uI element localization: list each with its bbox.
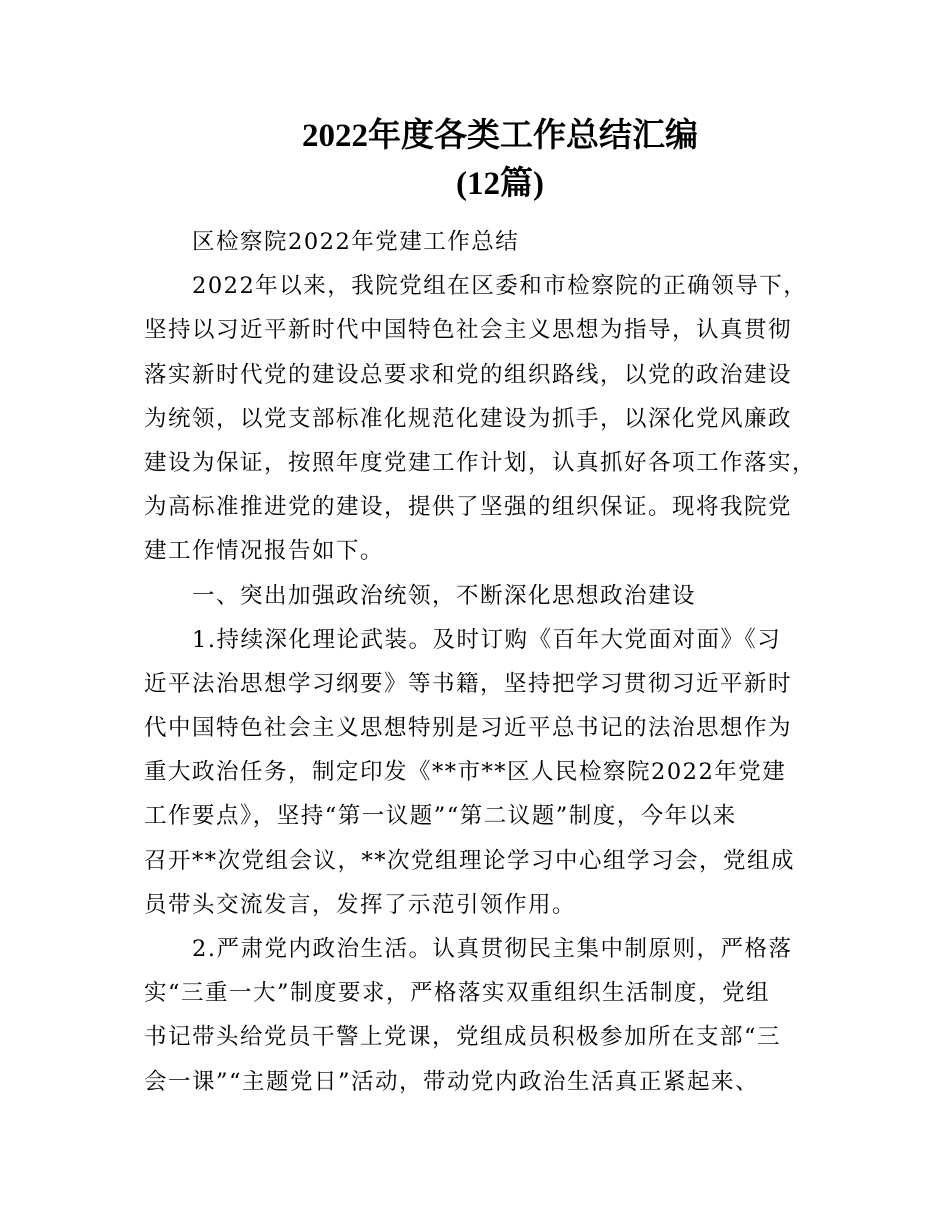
text-line: 落实新时代党的建设总要求和党的组织路线，以党的政治建设 — [144, 361, 793, 388]
text-line: 2.严肃党内政治生活。认真贯彻民主集中制原则，严格落 — [192, 936, 793, 962]
text-line: 工作要点》，坚持“第一议题”“第二议题”制度，今年以来 — [144, 803, 737, 830]
text-line: 为高标准推进党的建设，提供了坚强的组织保证。现将我院党 — [144, 494, 793, 521]
title-line-count: (12篇) — [456, 166, 544, 202]
text-line: 重大政治任务，制定印发《**市**区人民检察院2022年党建 — [144, 759, 787, 786]
text-line: 坚持以习近平新时代中国特色社会主义思想为指导，认真贯彻 — [144, 317, 793, 344]
text-line: 区检察院2022年党建工作总结 — [192, 229, 520, 255]
text-line: 员带头交流发言，发挥了示范引领作用。 — [144, 891, 577, 918]
text-line: 会一课”“主题党日”活动，带动党内政治生活真正紧起来、 — [144, 1068, 760, 1095]
text-line: 建设为保证，按照年度党建工作计划，认真抓好各项工作落实， — [144, 449, 817, 476]
text-line: 2022年以来，我院党组在区委和市检察院的正确领导下， — [192, 273, 808, 300]
text-line: 建工作情况报告如下。 — [144, 538, 385, 565]
text-line: 召开**次党组会议，**次党组理论学习中心组学习会，党组成 — [144, 847, 796, 874]
document-title — [0, 112, 950, 208]
text-line: 实“三重一大”制度要求，严格落实双重组织生活制度，党组 — [144, 980, 771, 1007]
text-line: 近平法治思想学习纲要》等书籍，坚持把学习贯彻习近平新时 — [144, 670, 793, 697]
text-line: 一、突出加强政治统领，不断深化思想政治建设 — [192, 582, 697, 609]
text-line: 1.持续深化理论武装。及时订购《百年大党面对面》《习 — [192, 626, 782, 653]
document-body — [144, 220, 824, 1104]
text-line: 书记带头给党员干警上党课，党组成员积极参加所在支部“三 — [144, 1024, 782, 1051]
title-line-main: 2022年度各类工作总结汇编 — [302, 118, 698, 154]
text-line: 为统领，以党支部标准化规范化建设为抓手，以深化党风廉政 — [144, 405, 793, 432]
text-line: 代中国特色社会主义思想特别是习近平总书记的法治思想作为 — [144, 715, 793, 742]
